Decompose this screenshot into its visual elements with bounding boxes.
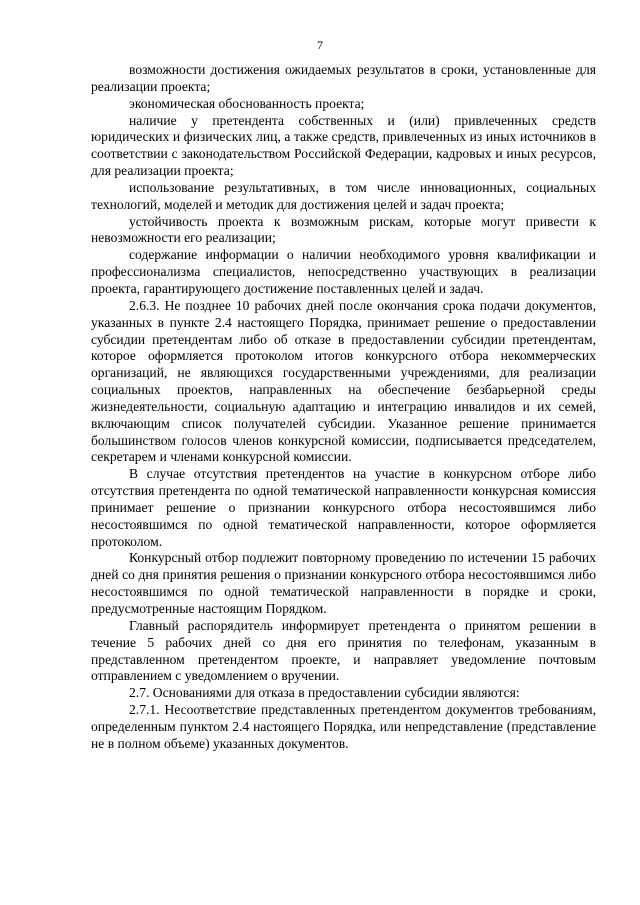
paragraph-criterion-qualification: содержание информации о наличии необходимого уровня квалификации и профессионализма специалистов, непосредственно участвующих в реализации проекта, гарантирующего достижение поставленных целей и задач. bbox=[91, 247, 596, 296]
paragraph-criterion-results-timing: возможности достижения ожидаемых результатов в сроки, установленные для реализации проекта; bbox=[91, 62, 596, 94]
paragraph-criterion-risk-resilience: устойчивость проекта к возможным рискам, которые могут привести к невозможности его реализации; bbox=[91, 213, 596, 246]
paragraph-2-7: 2.7. Основаниями для отказа в предоставлении субсидии являются: bbox=[129, 685, 520, 701]
paragraph-no-applicants: В случае отсутствия претендентов на участие в конкурсном отборе либо отсутствия претендента по одной тематической направленности конкурсная комиссия принимает решение о признании конкурсного отбора несостоявшимся либо несостоявшимся по одной тематической направленности, которое оформляется протоколом. bbox=[91, 466, 596, 549]
paragraph-notification: Главный распорядитель информирует претендента о принятом решении в течение 5 рабочих дней со дня его принятия по телефонам, указанным в представленном претендентом проекте, и направляет уведомление почтовым отправлением с уведомлением о вручении. bbox=[91, 617, 596, 684]
paragraph-2-7-1: 2.7.1. Несоответствие представленных претендентом документов требованиям, определенным пунктом 2.4 настоящего Порядка, или непредставление (представление не в полном объеме) указанных документов. bbox=[91, 702, 596, 751]
paragraph-repeat-selection: Конкурсный отбор подлежит повторному проведению по истечении 15 рабочих дней со дня принятия решения о признании конкурсного отбора несостоявшимся либо несостоявшимся по одной тематической направленности в порядке и сроки, предусмотренные настоящим Порядком. bbox=[91, 550, 596, 616]
document-body bbox=[91, 62, 596, 753]
paragraph-criterion-own-funds: наличие у претендента собственных и (или) привлеченных средств юридических и физических лиц, а также средств, привлеченных из иных источников в соответствии с законодательством Российской Федерации, кадровых и иных ресурсов, для реализации проекта; bbox=[91, 112, 596, 179]
paragraph-criterion-technologies: использование результативных, в том числе инновационных, социальных технологий, моделей и методик для достижения целей и задач проекта; bbox=[91, 179, 596, 212]
paragraph-criterion-economic-justification: экономическая обоснованность проекта; bbox=[129, 95, 365, 111]
paragraph-2-6-3: 2.6.3. Не позднее 10 рабочих дней после окончания срока подачи документов, указанных в пункте 2.4 настоящего Порядка, принимает решение о предоставлении субсидии претендентам либо об отказе в предоставлении субсидии претендентам, которое оформляется протоколом итогов конкурсного отбора некоммерческих организаций, не являющихся государственными учреждениями, для реализации социальных проектов, направленных на обеспечение безбарьерной среды жизнедеятельности, социальную адаптацию и интеграцию инвалидов и их семей, включающим список получателей субсидии. Указанное решение принимается большинством голосов членов конкурсной комиссии, подписывается председателем, секретарем и членами конкурсной комиссии. bbox=[91, 297, 596, 465]
page-number: 7 bbox=[317, 38, 323, 52]
